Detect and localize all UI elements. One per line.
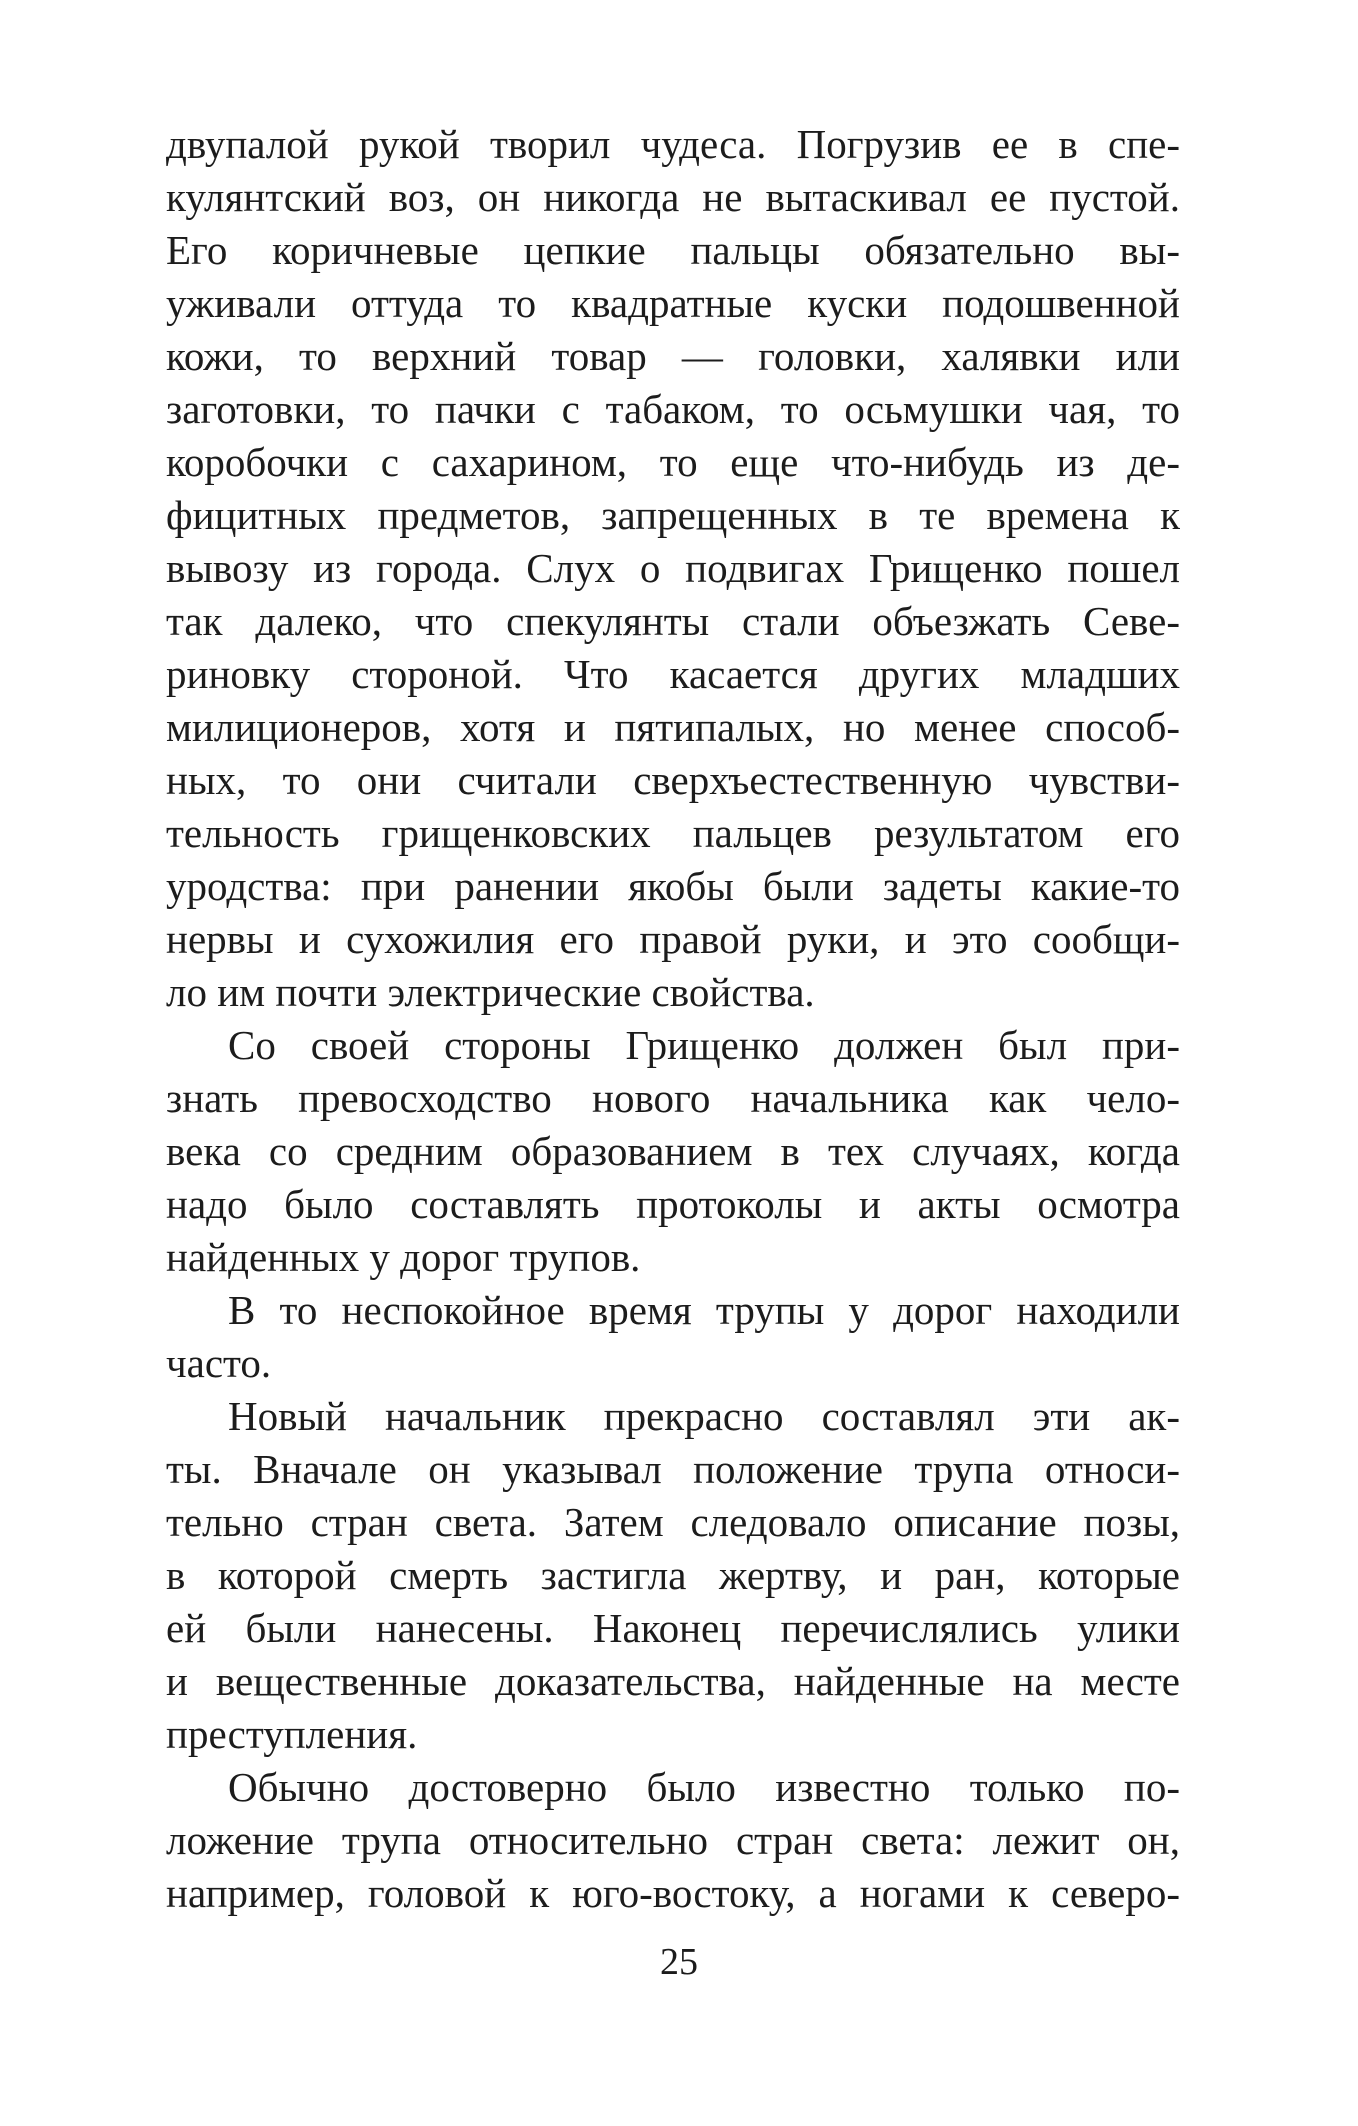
text-line: уживали оттуда то квадратные куски подошвенной xyxy=(166,280,1180,326)
text-line: Обычно достоверно было известно только по- xyxy=(228,1764,1180,1810)
text-line: например, головой к юго-востоку, а ногами к северо- xyxy=(166,1870,1180,1916)
text-line: тельно стран света. Затем следовало описание позы, xyxy=(166,1499,1180,1545)
text-line: преступления. xyxy=(166,1711,418,1757)
text-line: кулянтский воз, он никогда не вытаскивал ее пустой. xyxy=(166,174,1180,220)
text-line: найденных у дорог трупов. xyxy=(166,1234,641,1280)
body-text xyxy=(166,118,1180,1920)
text-line: заготовки, то пачки с табаком, то осьмушки чая, то xyxy=(166,386,1180,432)
text-line: ты. Вначале он указывал положение трупа относи- xyxy=(166,1446,1180,1492)
text-line: надо было составлять протоколы и акты осмотра xyxy=(166,1181,1180,1227)
text-line: Новый начальник прекрасно составлял эти ак- xyxy=(228,1393,1180,1439)
text-line: двупалой рукой творил чудеса. Погрузив ее в спе- xyxy=(166,121,1180,167)
text-line: знать превосходство нового начальника как чело- xyxy=(166,1075,1180,1121)
text-line: кожи, то верхний товар — головки, халявки или xyxy=(166,333,1180,379)
text-line: ложение трупа относительно стран света: лежит он, xyxy=(166,1817,1180,1863)
text-line: Со своей стороны Грищенко должен был при- xyxy=(228,1022,1180,1068)
text-line: и вещественные доказательства, найденные на месте xyxy=(166,1658,1180,1704)
text-line: века со средним образованием в тех случаях, когда xyxy=(166,1128,1180,1174)
text-line: ло им почти электрические свойства. xyxy=(166,969,815,1015)
text-line: в которой смерть застигла жертву, и ран, которые xyxy=(166,1552,1180,1598)
text-line: коробочки с сахарином, то еще что-нибудь из де- xyxy=(166,439,1180,485)
text-line: вывозу из города. Слух о подвигах Грищенко пошел xyxy=(166,545,1180,591)
text-line: милиционеров, хотя и пятипалых, но менее способ- xyxy=(166,704,1180,750)
text-line: тельность грищенковских пальцев результатом его xyxy=(166,810,1180,856)
text-line: риновку стороной. Что касается других младших xyxy=(166,651,1180,697)
text-line: ей были нанесены. Наконец перечислялись улики xyxy=(166,1605,1180,1651)
text-line: ных, то они считали сверхъестественную чувстви- xyxy=(166,757,1180,803)
text-line: так далеко, что спекулянты стали объезжать Севе- xyxy=(166,598,1180,644)
text-line: Его коричневые цепкие пальцы обязательно вы- xyxy=(166,227,1180,273)
text-line: часто. xyxy=(166,1340,272,1386)
text-line: фицитных предметов, запрещенных в те времена к xyxy=(166,492,1180,538)
text-line: В то неспокойное время трупы у дорог находили xyxy=(228,1287,1180,1333)
text-line: нервы и сухожилия его правой руки, и это сообщи- xyxy=(166,916,1180,962)
text-line: уродства: при ранении якобы были задеты какие-то xyxy=(166,863,1180,909)
page-number: 25 xyxy=(660,1941,698,1983)
